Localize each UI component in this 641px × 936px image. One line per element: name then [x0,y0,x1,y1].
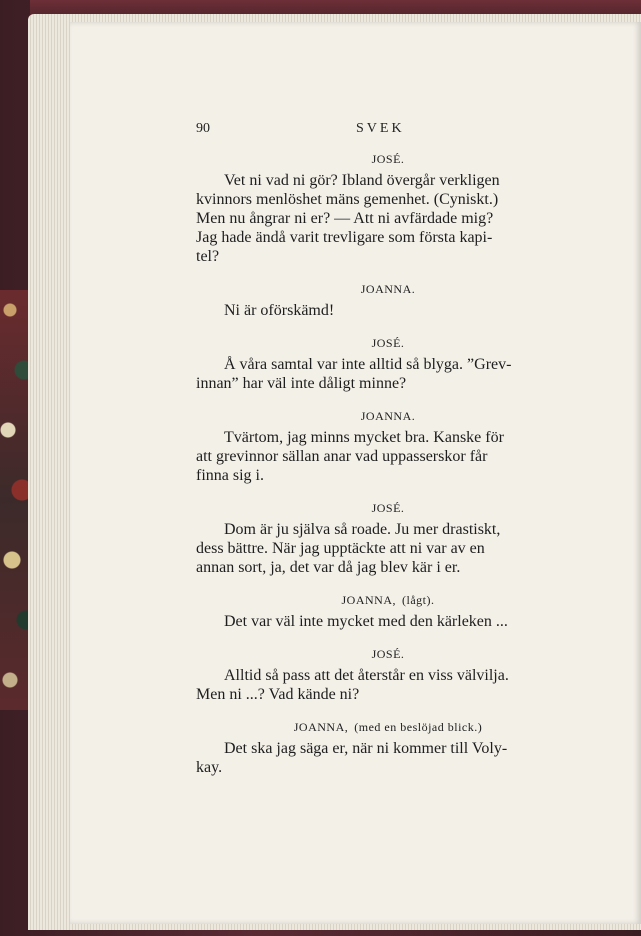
dialogue-line: Det ska jag säga er, när ni kommer till Voly- kay. [196,740,508,776]
speaker-name: JOSÉ. [371,501,405,515]
dialogue-line: Vet ni vad ni gör? Ibland övergår verkligen kvinnors menlöshet mäns gemenhet. (Cyniskt.) Men nu ångrar ni er? — Att ni avfärdade mig? Jag hade ändå varit trevligare som första kapi- tel? [196,172,500,265]
running-title: SVEK [356,121,405,136]
stage-direction: (med en beslöjad blick.) [354,720,483,734]
page-header [196,121,576,141]
page-number: 90 [196,121,210,136]
dialogue-line: Tvärtom, jag minns mycket bra. Kanske för att grevinnor sällan anar vad uppasserskor får finna sig i. [196,429,504,484]
dialogue-text [196,150,580,791]
dialogue-line: Å våra samtal var inte alltid så blyga. ”Grev- innan” har väl inte dåligt minne? [196,356,512,392]
speaker-name: JOSÉ. [371,336,405,350]
dialogue-line: Dom är ju själva så roade. Ju mer drastiskt, dess bättre. När jag upptäckte att ni var av en annan sort, ja, det var då jag blev kär i er. [196,521,501,576]
speaker-name: JOANNA, (med en beslöjad blick.) [293,720,483,734]
speaker-name: JOSÉ. [371,647,405,661]
speaker-name: JOANNA, (lågt). [341,593,435,607]
stage-direction: (lågt). [402,593,435,607]
speaker-name: JOANNA. [360,282,416,296]
speaker-name: JOANNA. [360,409,416,423]
speaker-name: JOSÉ. [371,152,405,166]
dialogue-line: Det var väl inte mycket med den kärleken ... [224,613,508,630]
dialogue-line: Alltid så pass att det återstår en viss välvilja. Men ni ...? Vad kände ni? [196,667,509,703]
dialogue-line: Ni är oförskämd! [224,302,335,319]
